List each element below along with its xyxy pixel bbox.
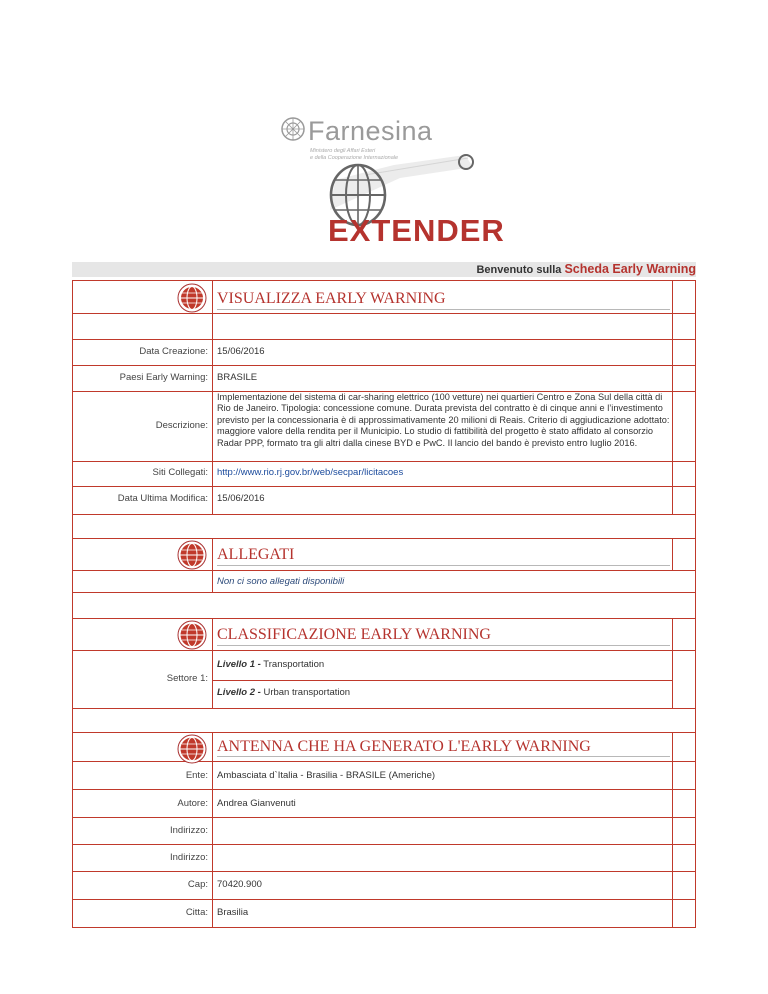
ultima-modifica-value: 15/06/2016 — [217, 493, 265, 504]
globe-icon — [177, 540, 207, 570]
livello-1: Livello 1 - Transportation — [217, 659, 325, 670]
welcome-title: Scheda Early Warning — [564, 262, 696, 276]
ente-value: Ambasciata d`Italia - Brasilia - BRASILE (Americhe) — [217, 770, 436, 781]
descrizione-value: Implementazione del sistema di car-sharing elettrico (100 vetture) nei quartieri Centro e Zona Sul della città di Rio de Janeiro. Tipologia: concessione comune. Durata prevista del contratto è di cinque anni e l’investimento previsto per la concessionaria è di approssimativamente 20 milioni di Reais. Criterio di aggiudicazione adottato: maggiore valore della rendita per il Municipio. Lo studio di fattibilità del progetto è stato affidato al consorzio Radar PPP, formato tra gli altri dalla cinese BYD e PwC. Il lancio del bando è previsto entro luglio 2016. — [217, 392, 670, 448]
autore-value: Andrea Gianvenuti — [217, 798, 296, 809]
welcome-prefix: Benvenuto sulla — [476, 264, 562, 276]
cap-label: Cap: — [187, 879, 208, 890]
paesi-label: Paesi Early Warning: — [119, 372, 208, 383]
data-creazione-value: 15/06/2016 — [217, 346, 265, 357]
ente-label: Ente: — [185, 770, 208, 781]
extender-wordmark: EXTENDER — [328, 213, 505, 248]
data-creazione-label: Data Creazione: — [139, 346, 208, 357]
section-title: CLASSIFICAZIONE EARLY WARNING — [217, 626, 491, 643]
globe-icon — [177, 283, 207, 313]
citta-label: Citta: — [185, 907, 208, 918]
descrizione-label: Descrizione: — [155, 420, 208, 431]
citta-value: Brasilia — [217, 907, 249, 918]
farnesina-subtitle: Ministero degli Affari Esteri e della Cooperazione Internazionale — [310, 148, 399, 161]
livello-2: Livello 2 - Urban transportation — [217, 687, 351, 698]
welcome-bar — [72, 262, 696, 277]
settore-label: Settore 1: — [166, 673, 208, 684]
autore-label: Autore: — [177, 798, 208, 809]
paesi-value: BRASILE — [217, 372, 258, 383]
farnesina-wordmark: Farnesina — [308, 116, 433, 146]
section-title: ALLEGATI — [217, 546, 295, 563]
ultima-modifica-label: Data Ultima Modifica: — [117, 493, 208, 504]
allegati-empty: Non ci sono allegati disponibili — [217, 576, 345, 587]
section-title: ANTENNA CHE HA GENERATO L'EARLY WARNING — [217, 738, 591, 755]
extender-logo — [270, 110, 505, 250]
indirizzo-label: Indirizzo: — [169, 852, 208, 863]
cap-value: 70420.900 — [217, 879, 262, 890]
siti-label: Siti Collegati: — [152, 467, 208, 478]
siti-link[interactable]: http://www.rio.rj.gov.br/web/secpar/licitacoes — [217, 467, 404, 478]
globe-icon — [177, 734, 207, 764]
globe-icon — [177, 620, 207, 650]
section-title: VISUALIZZA EARLY WARNING — [217, 290, 446, 307]
indirizzo-label: Indirizzo: — [169, 825, 208, 836]
